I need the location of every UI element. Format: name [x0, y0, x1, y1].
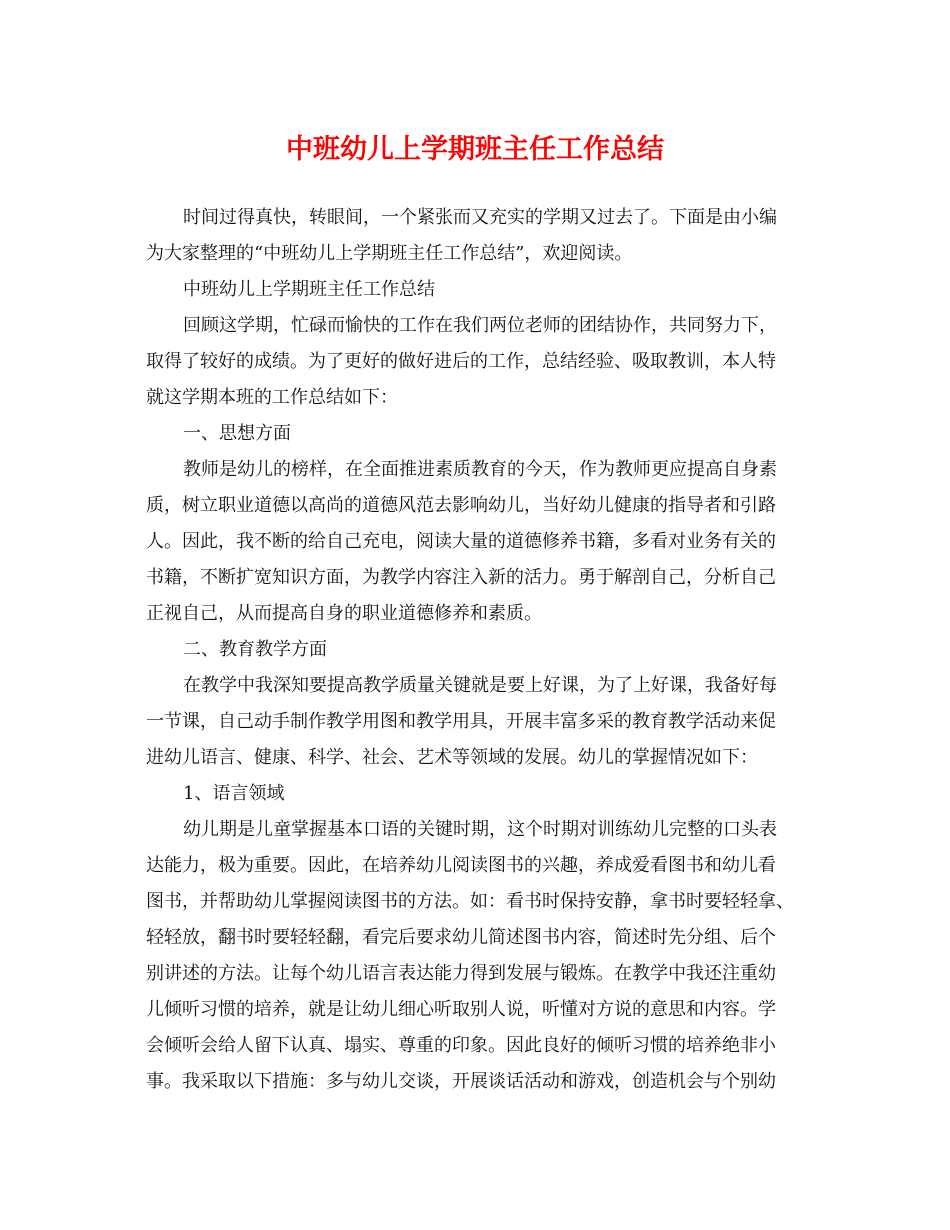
text-line: 别讲述的方法。让每个幼儿语言表达能力得到发展与锻炼。在教学中我还注重幼	[146, 963, 776, 984]
text-line: 一节课，自己动手制作教学用图和教学用具，开展丰富多采的教育教学活动来促	[146, 711, 776, 732]
text-line: 人。因此，我不断的给自己充电，阅读大量的道德修养书籍，多看对业务有关的	[146, 531, 776, 552]
text-line: 回顾这学期，忙碌而愉快的工作在我们两位老师的团结协作，共同努力下，	[183, 315, 777, 336]
text-line: 1、语言领域	[183, 783, 285, 804]
text-line: 轻轻放，翻书时要轻轻翻，看完后要求幼儿简述图书内容，简述时先分组、后个	[146, 927, 776, 948]
text-line: 会倾听会给人留下认真、塌实、尊重的印象。因此良好的倾听习惯的培养绝非小	[146, 1035, 776, 1056]
text-line: 为大家整理的“中班幼儿上学期班主任工作总结”，欢迎阅读。	[146, 243, 633, 264]
text-line: 二、教育教学方面	[183, 639, 327, 660]
text-line: 一、思想方面	[183, 423, 291, 444]
document-body	[146, 200, 810, 1100]
text-line: 书籍，不断扩宽知识方面，为教学内容注入新的活力。勇于解剖自己，分析自己	[146, 567, 776, 588]
text-line: 在教学中我深知要提高教学质量关键就是要上好课，为了上好课，我备好每	[183, 675, 777, 696]
text-line: 达能力，极为重要。因此，在培养幼儿阅读图书的兴趣，养成爱看图书和幼儿看	[146, 855, 776, 876]
text-line: 教师是幼儿的榜样，在全面推进素质教育的今天，作为教师更应提高自身素	[183, 459, 777, 480]
document-title: 中班幼儿上学期班主任工作总结	[286, 134, 664, 165]
text-line: 正视自己，从而提高自身的职业道德修养和素质。	[146, 603, 542, 624]
text-line: 取得了较好的成绩。为了更好的做好进后的工作，总结经验、吸取教训，本人特	[146, 351, 776, 372]
text-line: 进幼儿语言、健康、科学、社会、艺术等领域的发展。幼儿的掌握情况如下：	[146, 747, 758, 768]
text-line: 幼儿期是儿童掌握基本口语的关键时期，这个时期对训练幼儿完整的口头表	[183, 819, 777, 840]
text-line: 图书，并帮助幼儿掌握阅读图书的方法。如：看书时保持安静，拿书时要轻轻拿、	[146, 891, 794, 912]
text-line: 中班幼儿上学期班主任工作总结	[183, 279, 435, 300]
text-line: 就这学期本班的工作总结如下：	[146, 387, 398, 408]
text-line: 时间过得真快，转眼间，一个紧张而又充实的学期又过去了。下面是由小编	[183, 207, 777, 228]
text-line: 事。我采取以下措施：多与幼儿交谈，开展谈话活动和游戏，创造机会与个别幼	[146, 1071, 776, 1092]
text-line: 儿倾听习惯的培养，就是让幼儿细心听取别人说，听懂对方说的意思和内容。学	[146, 999, 776, 1020]
text-line: 质，树立职业道德以高尚的道德风范去影响幼儿，当好幼儿健康的指导者和引路	[146, 495, 776, 516]
